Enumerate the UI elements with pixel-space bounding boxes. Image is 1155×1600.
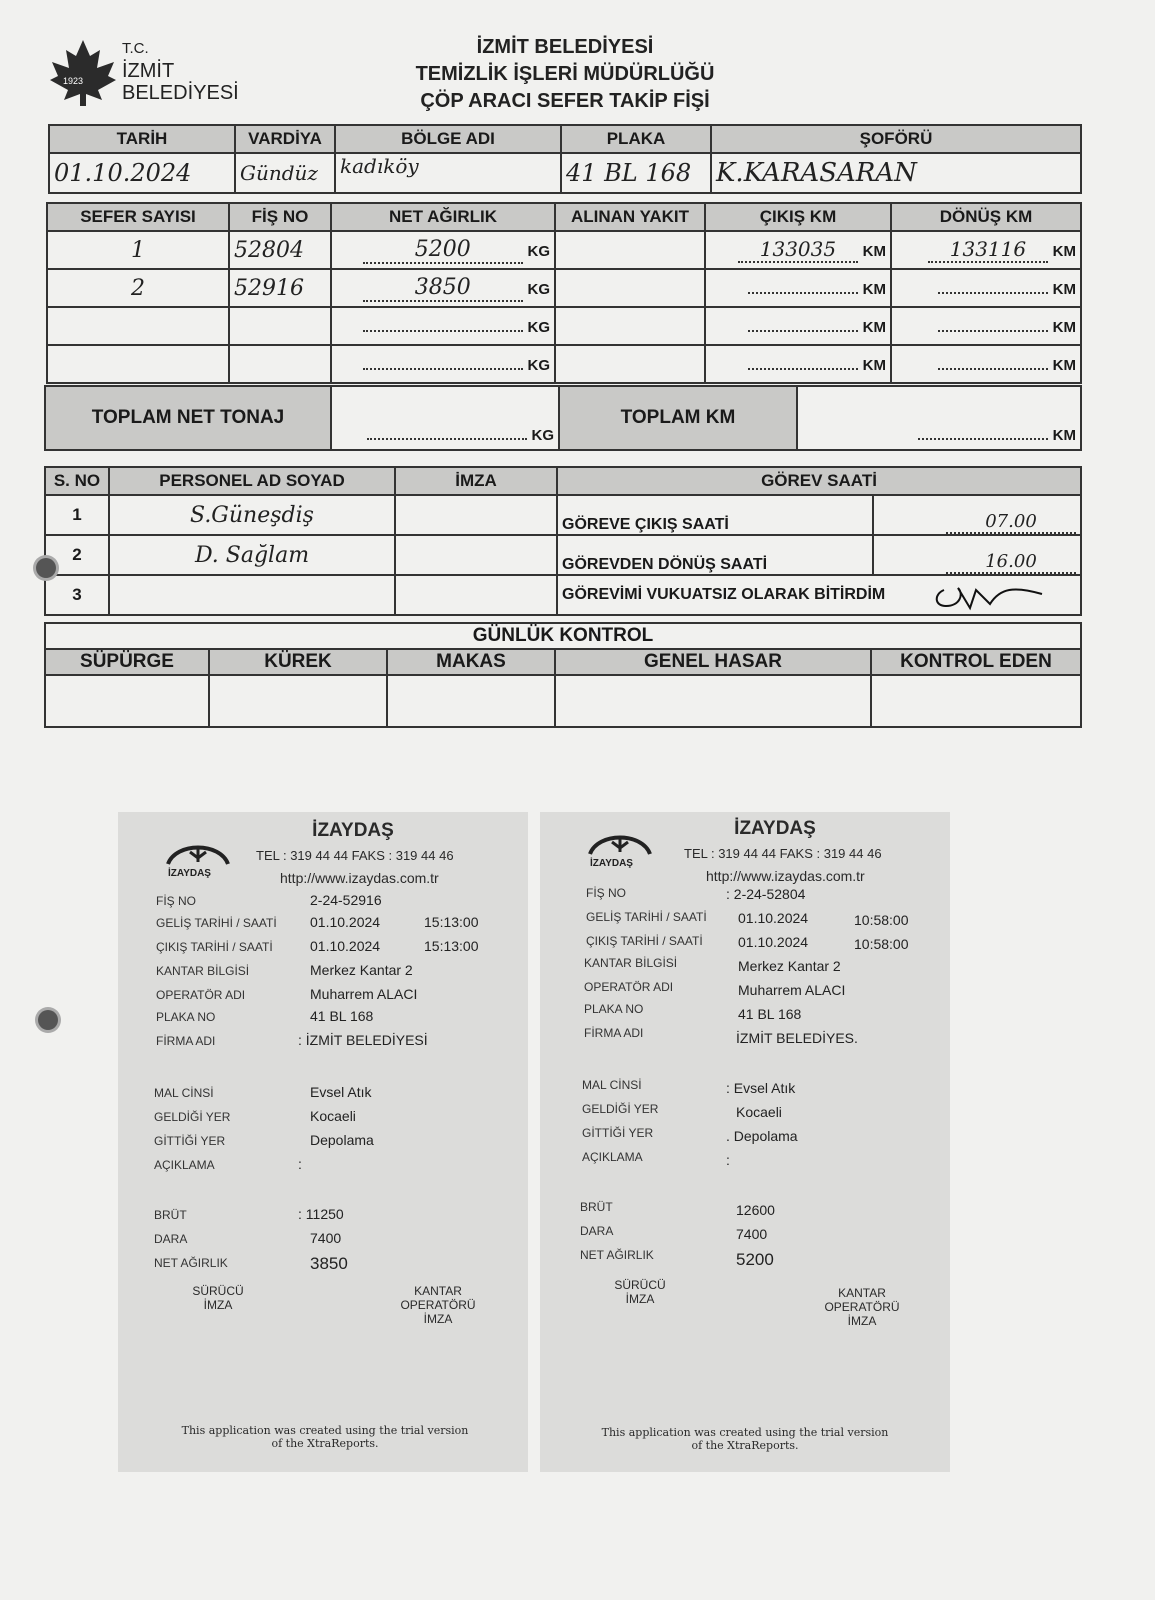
field-label: GELİŞ TARİHİ / SAATİ	[156, 916, 277, 930]
vardiya-value[interactable]: Gündüz	[235, 153, 335, 193]
receipt-2	[540, 812, 950, 1472]
field-value: 01.10.2024	[310, 914, 381, 930]
table-row	[45, 575, 1081, 615]
field-value: Depolama	[310, 1132, 374, 1148]
field-label: ÇIKIŞ TARİHİ / SAATİ	[586, 934, 703, 948]
duty-label: GÖREVDEN DÖNÜŞ SAATİ	[557, 535, 873, 575]
kg-unit: KG	[527, 242, 550, 260]
field-value: Muharrem ALACI	[310, 986, 418, 1002]
header-bolge: BÖLGE ADI	[335, 125, 561, 153]
field-label: PLAKA NO	[156, 1010, 216, 1024]
totals-table	[44, 385, 1082, 451]
header-genel-hasar: GENEL HASAR	[555, 649, 871, 675]
header-personel: PERSONEL AD SOYAD	[109, 467, 395, 495]
tarih-value[interactable]: 01.10.2024	[49, 153, 235, 193]
table-row	[45, 535, 1081, 575]
title-form: ÇÖP ARACI SEFER TAKİP FİŞİ	[420, 90, 710, 112]
imza-cell[interactable]	[395, 575, 557, 615]
punch-hole	[38, 1010, 58, 1030]
donus-km-cell[interactable]	[938, 278, 1048, 294]
personel-name[interactable]: S.Güneşdiş	[109, 495, 395, 535]
header-kurek: KÜREK	[209, 649, 387, 675]
izaydas-logo-icon	[584, 828, 656, 868]
cikis-km-cell[interactable]	[748, 316, 858, 332]
fis-cell[interactable]: 52916	[229, 269, 331, 307]
field-value: 01.10.2024	[738, 934, 809, 950]
field-extra: 15:13:00	[424, 938, 479, 954]
field-value: 5200	[736, 1250, 774, 1269]
fis-cell[interactable]	[229, 345, 331, 383]
receipt-web: http://www.izaydas.com.tr	[280, 870, 439, 886]
field-label: AÇIKLAMA	[154, 1158, 215, 1172]
imza-cell[interactable]	[395, 535, 557, 575]
field-value: :	[298, 1156, 302, 1172]
receipt-tel: TEL : 319 44 44 FAKS : 319 44 46	[684, 846, 882, 861]
header-yakit: ALINAN YAKIT	[555, 203, 705, 231]
sign-driver: SÜRÜCÜ İMZA	[614, 1278, 666, 1306]
receipt-brand: İZAYDAŞ	[312, 820, 394, 841]
izaydas-logo-icon	[162, 838, 234, 878]
field-value: : Evsel Atık	[726, 1080, 796, 1096]
sefer-cell[interactable]	[47, 307, 229, 345]
cikis-km-cell[interactable]	[748, 278, 858, 294]
field-value: 01.10.2024	[310, 938, 381, 954]
cikis-km-cell[interactable]	[748, 354, 858, 370]
km-unit: KM	[1052, 427, 1076, 444]
title-department: TEMİZLİK İŞLERİ MÜDÜRLÜĞÜ	[415, 63, 715, 85]
receipt-1	[118, 812, 528, 1472]
logo-city: İZMİT	[122, 60, 175, 82]
field-value: Evsel Atık	[310, 1084, 372, 1100]
field-value: : 2-24-52804	[726, 886, 806, 902]
field-value: :	[726, 1152, 730, 1168]
donus-km-cell[interactable]: 133116	[928, 237, 1048, 263]
field-label: FİRMA ADI	[156, 1034, 216, 1048]
field-value: 12600	[736, 1202, 775, 1218]
bolge-value[interactable]: kadıköy	[335, 153, 561, 193]
receipt-footer: This application was created using the trial version of the XtraReports.	[181, 1424, 469, 1450]
total-tonnage-label: TOPLAM NET TONAJ	[45, 386, 331, 450]
header-sofor: ŞOFÖRÜ	[711, 125, 1081, 153]
net-cell[interactable]	[363, 316, 523, 332]
header-sefer: SEFER SAYISI	[47, 203, 229, 231]
info-table	[48, 124, 1082, 194]
imza-cell[interactable]	[395, 495, 557, 535]
header-kontrol-eden: KONTROL EDEN	[871, 649, 1081, 675]
sno-cell: 3	[45, 575, 109, 615]
field-label: AÇIKLAMA	[582, 1150, 643, 1164]
cikis-km-cell[interactable]: 133035	[738, 237, 858, 263]
field-value: Merkez Kantar 2	[310, 962, 413, 978]
header-imza: İMZA	[395, 467, 557, 495]
field-extra: 10:58:00	[854, 912, 909, 928]
header-net: NET AĞIRLIK	[331, 203, 555, 231]
duty-label: GÖREVİMİ VUKUATSIZ OLARAK BİTİRDİM	[562, 586, 886, 603]
genel-hasar-cell[interactable]	[555, 675, 871, 727]
makas-cell[interactable]	[387, 675, 555, 727]
km-unit: KM	[862, 318, 886, 336]
receipt-web: http://www.izaydas.com.tr	[706, 868, 865, 884]
izaydas-logo-text: İZAYDAŞ	[168, 868, 211, 878]
table-row	[45, 495, 1081, 535]
duty-label: GÖREVE ÇIKIŞ SAATİ	[557, 495, 873, 535]
personel-name[interactable]	[109, 575, 395, 615]
header-sno: S. NO	[45, 467, 109, 495]
sign-driver: SÜRÜCÜ İMZA	[192, 1284, 244, 1312]
field-extra: 15:13:00	[424, 914, 479, 930]
field-label: PLAKA NO	[584, 1002, 644, 1016]
field-value: . Depolama	[726, 1128, 798, 1144]
receipt-brand: İZAYDAŞ	[734, 818, 816, 839]
km-unit: KM	[1052, 318, 1076, 336]
field-label: GELDİĞİ YER	[154, 1110, 231, 1124]
title-municipality: İZMİT BELEDİYESİ	[476, 36, 654, 58]
field-label: GELİŞ TARİHİ / SAATİ	[586, 910, 707, 924]
logo-tc: T.C.	[122, 40, 149, 57]
field-value: 3850	[310, 1254, 348, 1273]
sefer-cell[interactable]: 2	[47, 269, 229, 307]
personel-name[interactable]: D. Sağlam	[109, 535, 395, 575]
field-label: GİTTİĞİ YER	[154, 1134, 226, 1148]
table-row	[47, 269, 1081, 307]
kontrol-eden-cell[interactable]	[871, 675, 1081, 727]
field-extra: 10:58:00	[854, 936, 909, 952]
field-label: GİTTİĞİ YER	[582, 1126, 654, 1140]
field-value: 2-24-52916	[310, 892, 382, 908]
kg-unit: KG	[527, 356, 550, 374]
header-plaka: PLAKA	[561, 125, 711, 153]
header-vardiya: VARDİYA	[235, 125, 335, 153]
header-gorev-saati: GÖREV SAATİ	[557, 467, 1081, 495]
field-label: GELDİĞİ YER	[582, 1102, 659, 1116]
field-label: NET AĞIRLIK	[580, 1248, 654, 1262]
field-label: OPERATÖR ADI	[584, 980, 674, 994]
receipt-footer: This application was created using the trial version of the XtraReports.	[601, 1426, 889, 1452]
izaydas-logo-text: İZAYDAŞ	[590, 858, 633, 868]
kg-unit: KG	[527, 318, 550, 336]
km-unit: KM	[862, 356, 886, 374]
field-label: DARA	[154, 1232, 188, 1246]
field-value: : İZMİT BELEDİYESİ	[298, 1032, 428, 1048]
sign-operator: KANTAR OPERATÖRÜ İMZA	[824, 1286, 900, 1328]
trips-table	[46, 202, 1082, 384]
field-label: FİŞ NO	[586, 886, 627, 900]
donus-km-cell[interactable]	[938, 354, 1048, 370]
total-tonnage-input[interactable]	[367, 424, 527, 440]
header-cikis-km: ÇIKIŞ KM	[705, 203, 891, 231]
field-value: Kocaeli	[310, 1108, 356, 1124]
sefer-cell[interactable]	[47, 345, 229, 383]
punch-hole	[36, 558, 56, 578]
field-label: KANTAR BİLGİSİ	[584, 956, 678, 970]
header-tarih: TARİH	[49, 125, 235, 153]
daily-control-title: GÜNLÜK KONTROL	[45, 623, 1081, 649]
field-label: FİŞ NO	[156, 894, 197, 908]
net-cell[interactable]: 3850	[363, 275, 523, 302]
table-row	[47, 231, 1081, 269]
header-donus-km: DÖNÜŞ KM	[891, 203, 1081, 231]
field-label: OPERATÖR ADI	[156, 988, 246, 1002]
field-value: 7400	[310, 1230, 342, 1246]
logo-org: BELEDİYESİ	[122, 82, 239, 104]
field-label: MAL CİNSİ	[154, 1086, 214, 1100]
field-value: : 11250	[298, 1206, 344, 1222]
field-label: KANTAR BİLGİSİ	[156, 964, 250, 978]
sefer-cell[interactable]: 1	[47, 231, 229, 269]
field-value: Merkez Kantar 2	[738, 958, 841, 974]
field-value: Muharrem ALACI	[738, 982, 846, 998]
field-value: 41 BL 168	[310, 1008, 374, 1024]
duty-time-out[interactable]: 07.00	[946, 511, 1076, 534]
fis-cell[interactable]: 52804	[229, 231, 331, 269]
daily-control-table	[44, 622, 1082, 728]
header-fis: FİŞ NO	[229, 203, 331, 231]
field-label: MAL CİNSİ	[582, 1078, 642, 1092]
field-value: 7400	[736, 1226, 768, 1242]
field-label: BRÜT	[154, 1208, 187, 1222]
plaka-value[interactable]: 41 BL 168	[561, 153, 711, 193]
field-label: ÇIKIŞ TARİHİ / SAATİ	[156, 940, 273, 954]
header-supurge: SÜPÜRGE	[45, 649, 209, 675]
maple-leaf-icon	[48, 38, 118, 108]
fis-cell[interactable]	[229, 307, 331, 345]
field-value: 41 BL 168	[738, 1006, 802, 1022]
kurek-cell[interactable]	[209, 675, 387, 727]
sno-cell: 1	[45, 495, 109, 535]
field-value: İZMİT BELEDİYES.	[736, 1030, 858, 1046]
logo-year: 1923	[63, 76, 84, 86]
field-value: 01.10.2024	[738, 910, 809, 926]
header-makas: MAKAS	[387, 649, 555, 675]
net-cell[interactable]	[363, 354, 523, 370]
kg-unit: KG	[531, 427, 554, 444]
personnel-table	[44, 466, 1082, 616]
municipality-logo	[48, 38, 248, 108]
km-unit: KM	[1052, 280, 1076, 298]
field-label: BRÜT	[580, 1200, 613, 1214]
table-row	[47, 307, 1081, 345]
field-label: FİRMA ADI	[584, 1026, 644, 1040]
net-cell[interactable]: 5200	[363, 237, 523, 264]
km-unit: KM	[862, 243, 886, 260]
field-label: DARA	[580, 1224, 614, 1238]
signature-mark	[930, 580, 1050, 614]
sofor-value[interactable]: K.KARASARAN	[711, 153, 1081, 193]
km-unit: KM	[1052, 356, 1076, 374]
duty-time-in[interactable]: 16.00	[946, 551, 1076, 574]
donus-km-cell[interactable]	[938, 316, 1048, 332]
km-unit: KM	[862, 280, 886, 298]
km-unit: KM	[1052, 243, 1076, 260]
sign-operator: KANTAR OPERATÖRÜ İMZA	[400, 1284, 476, 1326]
total-km-input[interactable]	[918, 424, 1048, 440]
field-value: Kocaeli	[736, 1104, 782, 1120]
receipt-tel: TEL : 319 44 44 FAKS : 319 44 46	[256, 848, 454, 863]
sno-cell: 2	[45, 535, 109, 575]
supurge-cell[interactable]	[45, 675, 209, 727]
field-label: NET AĞIRLIK	[154, 1256, 228, 1270]
table-row	[47, 345, 1081, 383]
total-km-label: TOPLAM KM	[559, 386, 797, 450]
kg-unit: KG	[527, 280, 550, 298]
